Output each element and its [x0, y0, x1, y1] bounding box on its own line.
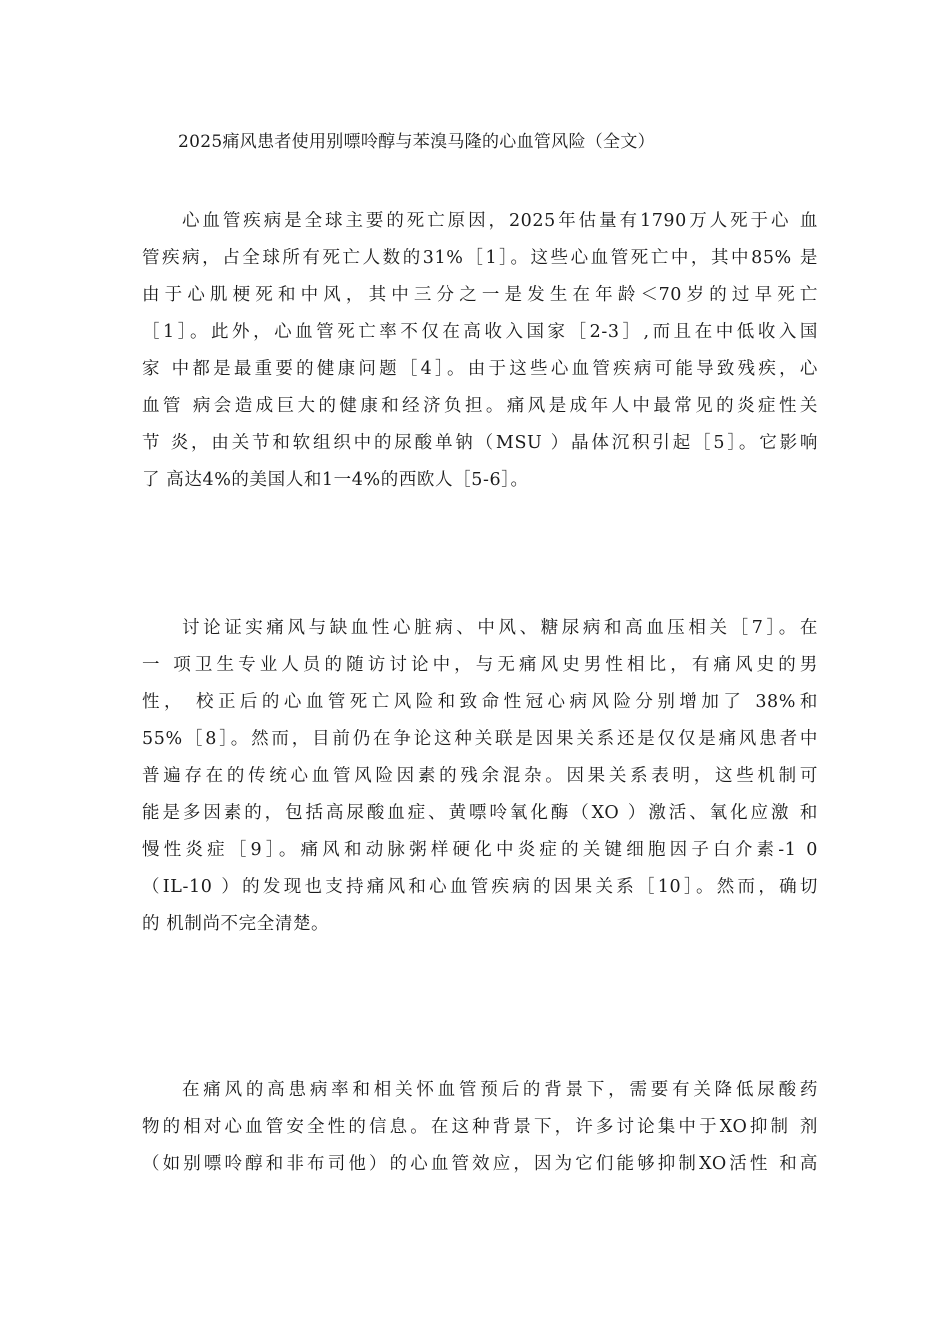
- text-line: 了 高达4%的美国人和1一4%的西欧人［5-6］。: [142, 470, 529, 490]
- text-line: 由于心肌梗死和中风，其中三分之一是发生在年龄＜70岁的过早死亡: [142, 285, 818, 305]
- text-line: 慢性炎症［9］。痛风和动脉粥样硬化中炎症的关键细胞因子白介素-1 0: [142, 840, 818, 860]
- text-line: 家 中都是最重要的健康问题［4］。由于这些心血管疾病可能导致残疾，心: [142, 359, 818, 379]
- text-line: 的 机制尚不完全清楚。: [142, 914, 330, 934]
- paragraph-2: [142, 610, 818, 943]
- text-line: 性， 校正后的心血管死亡风险和致命性冠心病风险分别增加了 38%和: [142, 692, 818, 712]
- text-line: 能是多因素的，包括高尿酸血症、黄嘌呤氧化酶（XO ）激活、氧化应激 和: [142, 803, 818, 823]
- document-title: 2025痛风患者使用别嘌呤醇与苯溴马隆的心血管风险（全文）: [178, 132, 655, 152]
- text-line: 讨论证实痛风与缺血性心脏病、中风、糖尿病和高血压相关［7］。在: [182, 618, 818, 638]
- paragraph-1: [142, 203, 818, 499]
- text-line: 55%［8］。然而，目前仍在争论这种关联是因果关系还是仅仅是痛风患者中: [142, 729, 818, 749]
- text-line: 普遍存在的传统心血管风险因素的残余混杂。因果关系表明，这些机制可: [142, 766, 818, 786]
- text-line: ［1］。此外，心血管死亡率不仅在高收入国家［2-3］,而且在中低收入国: [142, 322, 818, 342]
- paragraph-3: [142, 1072, 818, 1183]
- text-line: （IL-10 ）的发现也支持痛风和心血管疾病的因果关系［10］。然而，确切: [142, 877, 818, 897]
- text-line: 管疾病，占全球所有死亡人数的31%［1］。这些心血管死亡中，其中85% 是: [142, 248, 818, 268]
- text-line: 血管 病会造成巨大的健康和经济负担。痛风是成年人中最常见的炎症性关: [142, 396, 818, 416]
- text-line: 物的相对心血管安全性的信息。在这种背景下，许多讨论集中于XO抑制 剂: [142, 1117, 818, 1137]
- text-line: 心血管疾病是全球主要的死亡原因，2025年估量有1790万人死于心 血: [182, 211, 818, 231]
- text-line: （如别嘌呤醇和非布司他）的心血管效应，因为它们能够抑制XO活性 和高: [142, 1154, 818, 1174]
- text-line: 在痛风的高患病率和相关怀血管预后的背景下，需要有关降低尿酸药: [182, 1080, 818, 1100]
- text-line: 一 项卫生专业人员的随访讨论中，与无痛风史男性相比，有痛风史的男: [142, 655, 818, 675]
- text-line: 节 炎，由关节和软组织中的尿酸单钠（MSU ）晶体沉积引起［5］。它影响: [142, 433, 818, 453]
